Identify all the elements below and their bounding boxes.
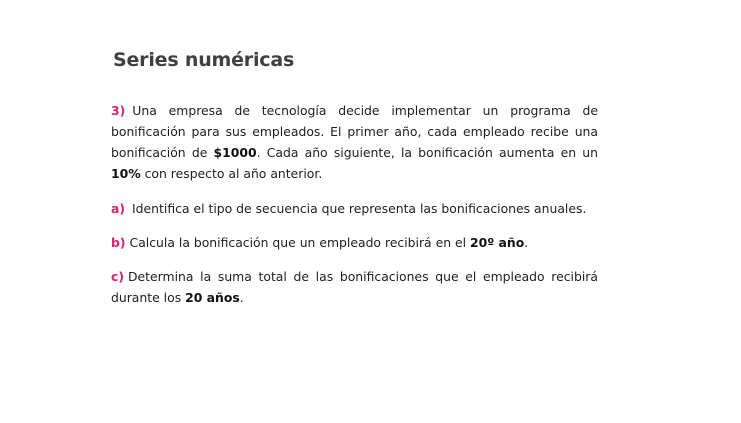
question-a-marker: a) (111, 201, 126, 216)
problem-statement (111, 100, 598, 184)
problem-text-1: Una empresa de tecnología decide implementar un programa de bonificación para sus empleados. El primer año, cada empleado recibe una bonificación de (111, 103, 598, 160)
question-c-end: . (239, 290, 244, 305)
exercise-body (111, 100, 598, 321)
question-b-end: . (524, 235, 529, 250)
question-a-text: Identifica el tipo de secuencia que representa las bonificaciones anuales. (132, 201, 587, 216)
question-c (111, 266, 598, 308)
question-b-marker: b) (111, 235, 126, 250)
question-c-text: Determina la suma total de las bonificaciones que el empleado recibirá durante los (111, 269, 598, 305)
question-b (111, 232, 598, 253)
problem-text-3: con respecto al año anterior. (140, 166, 323, 181)
problem-number: 3) (111, 103, 126, 118)
increase-percent: 10% (111, 166, 141, 181)
question-c-emphasis: 20 años (185, 290, 240, 305)
question-c-marker: c) (111, 269, 125, 284)
question-b-text: Calcula la bonificación que un empleado recibirá en el (129, 235, 471, 250)
bonus-amount: $1000 (213, 145, 257, 160)
question-a (111, 198, 598, 219)
question-b-emphasis: 20º año (470, 235, 525, 250)
problem-text-2: . Cada año siguiente, la bonificación aumenta en un (256, 145, 598, 160)
page-title: Series numéricas (113, 49, 295, 71)
